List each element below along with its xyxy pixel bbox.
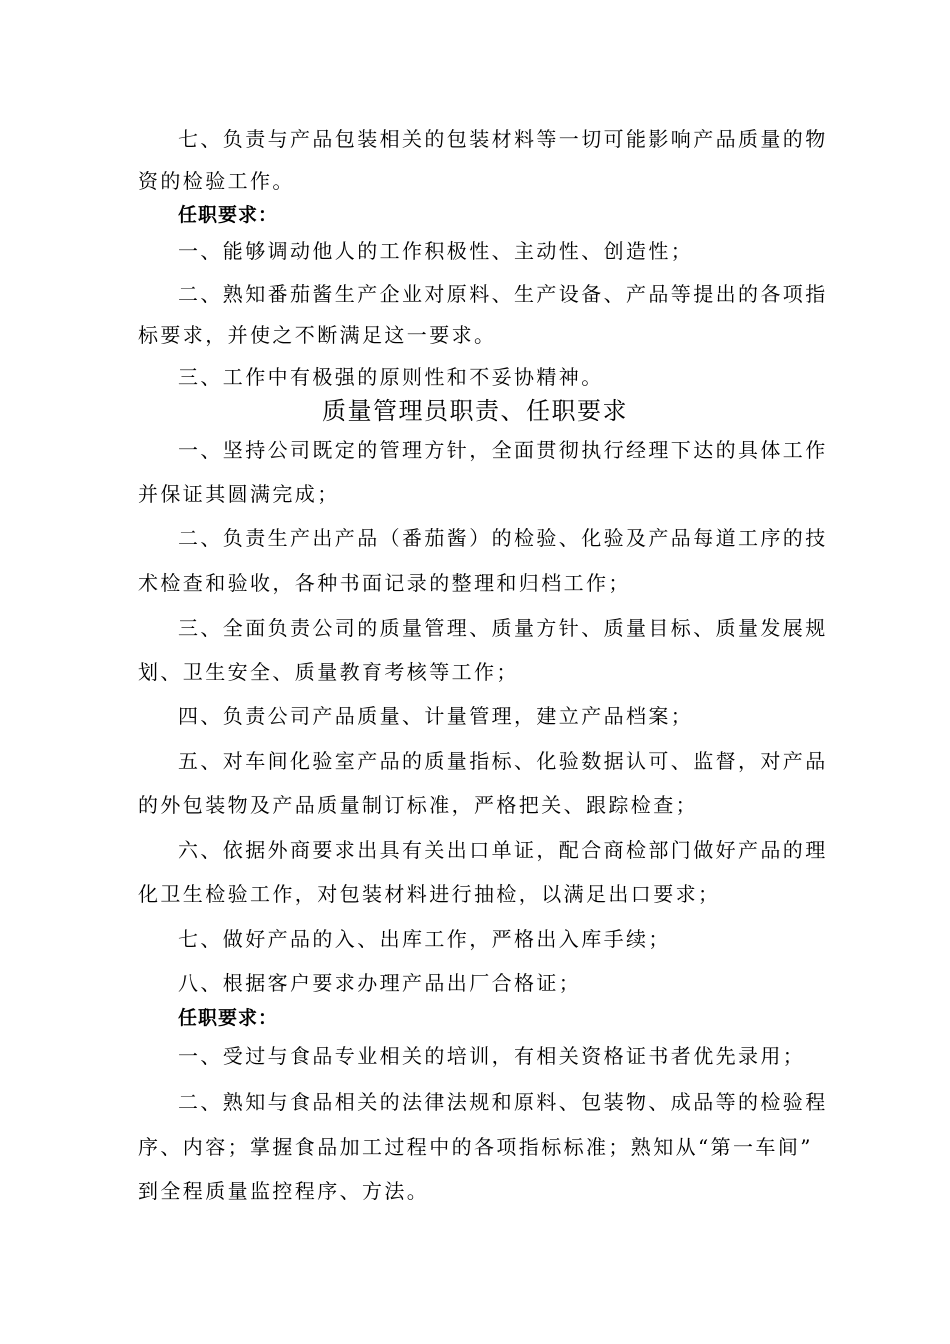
requirement-1: 一、能够调动他人的工作积极性、主动性、创造性； xyxy=(178,239,694,263)
duty-5-line2: 的外包装物及产品质量制订标准，严格把关、跟踪检查； xyxy=(138,793,698,817)
duty-4: 四、负责公司产品质量、计量管理，建立产品档案； xyxy=(178,704,694,728)
duty-2-line1: 二、负责生产出产品（番茄酱）的检验、化验及产品每道工序的技 xyxy=(178,526,828,550)
section-heading-requirements: 任职要求： xyxy=(178,204,279,226)
paragraph-item7-line2: 资的检验工作。 xyxy=(138,169,295,193)
requirement2-1: 一、受过与食品专业相关的培训，有相关资格证书者优先录用； xyxy=(178,1044,806,1068)
duty-1-line1: 一、坚持公司既定的管理方针，全面贯彻执行经理下达的具体工作 xyxy=(178,438,828,462)
duty-5-line1: 五、对车间化验室产品的质量指标、化验数据认可、监督，对产品 xyxy=(178,749,828,773)
section-heading-requirements-2: 任职要求： xyxy=(178,1007,279,1029)
paragraph-item7-line1: 七、负责与产品包装相关的包装材料等一切可能影响产品质量的物 xyxy=(178,127,828,151)
duty-3-line1: 三、全面负责公司的质量管理、质量方针、质量目标、质量发展规 xyxy=(178,616,828,640)
duty-6-line1: 六、依据外商要求出具有关出口单证，配合商检部门做好产品的理 xyxy=(178,838,828,862)
duty-3-line2: 划、卫生安全、质量教育考核等工作； xyxy=(138,660,519,684)
duty-6-line2: 化卫生检验工作，对包装材料进行抽检，以满足出口要求； xyxy=(138,882,721,906)
duty-1-line2: 并保证其圆满完成； xyxy=(138,482,340,506)
duty-8: 八、根据客户要求办理产品出厂合格证； xyxy=(178,971,582,995)
requirement2-2-line3: 到全程质量监控程序、方法。 xyxy=(138,1179,430,1203)
page-title: 质量管理员职责、任职要求 xyxy=(322,397,628,425)
duty-7: 七、做好产品的入、出库工作，严格出入库手续； xyxy=(178,927,671,951)
requirement-2-line1: 二、熟知番茄酱生产企业对原料、生产设备、产品等提出的各项指 xyxy=(178,282,828,306)
requirement-3: 三、工作中有极强的原则性和不妥协精神。 xyxy=(178,365,604,389)
requirement-2-line2: 标要求，并使之不断满足这一要求。 xyxy=(138,323,497,347)
requirement2-2-line2: 序、内容；掌握食品加工过程中的各项指标标准；熟知从“第一车间” xyxy=(138,1135,813,1159)
duty-2-line2: 术检查和验收，各种书面记录的整理和归档工作； xyxy=(138,571,631,595)
requirement2-2-line1: 二、熟知与食品相关的法律法规和原料、包装物、成品等的检验程 xyxy=(178,1090,828,1114)
